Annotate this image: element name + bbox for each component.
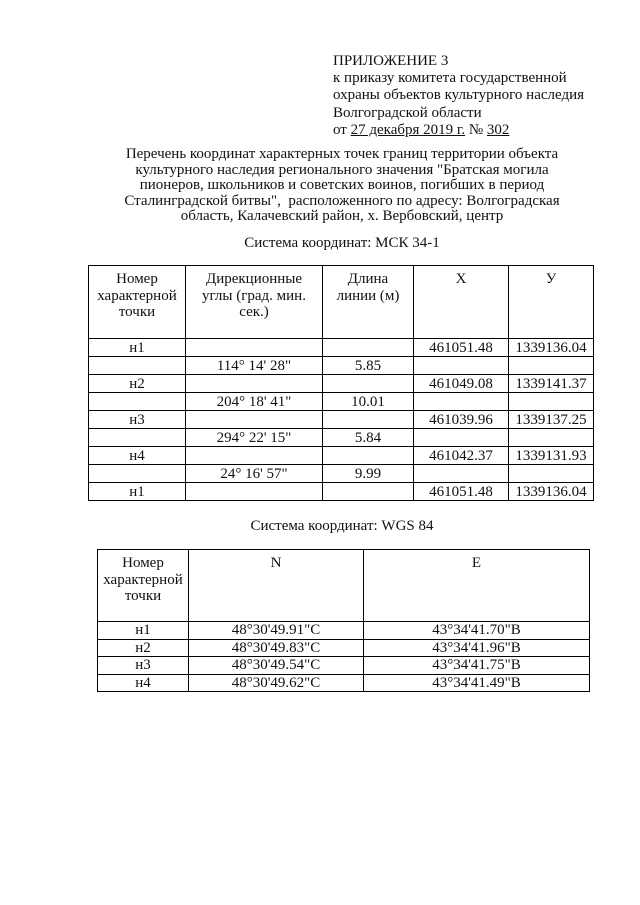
point-cell — [89, 393, 186, 411]
x-coordinate-cell — [414, 429, 509, 447]
title-line: пионеров, школьников и советских воинов, погибших в период — [139, 177, 545, 194]
point-cell: н1 — [89, 339, 186, 357]
longitude-e-cell: 43°34'41.96"В — [364, 639, 590, 657]
col-header-point: Номер характерной точки — [98, 550, 189, 622]
line-length-cell: 10.01 — [323, 393, 414, 411]
table-row — [89, 411, 594, 429]
x-coordinate-cell — [414, 465, 509, 483]
point-cell: н3 — [98, 657, 189, 675]
y-coordinate-cell — [509, 465, 594, 483]
line-length-cell — [323, 483, 414, 501]
table1-caption: Система координат: МСК 34-1 — [244, 235, 440, 251]
direction-angle-cell: 204° 18' 41" — [186, 393, 323, 411]
table-row — [89, 375, 594, 393]
direction-angle-cell: 294° 22' 15" — [186, 429, 323, 447]
wgs84-coordinates-table — [97, 549, 590, 692]
point-cell — [89, 357, 186, 375]
title-line: область, Калачевский район, х. Вербовский, центр — [180, 208, 504, 225]
annex-line: к приказу комитета государственной — [333, 70, 567, 87]
col-header-direction-angle: Дирекционные углы (град. мин. сек.) — [186, 266, 323, 339]
col-header-line-length: Длина линии (м) — [323, 266, 414, 339]
x-coordinate-cell — [414, 357, 509, 375]
table2-caption: Система координат: WGS 84 — [250, 518, 434, 534]
annex-title: ПРИЛОЖЕНИЕ 3 — [333, 53, 449, 69]
point-cell: н2 — [89, 375, 186, 393]
longitude-e-cell: 43°34'41.70"В — [364, 622, 590, 640]
line-length-cell: 5.84 — [323, 429, 414, 447]
y-coordinate-cell — [509, 393, 594, 411]
table-header-row — [98, 550, 590, 622]
table-row — [98, 674, 590, 692]
x-coordinate-cell — [414, 393, 509, 411]
longitude-e-cell: 43°34'41.49"В — [364, 674, 590, 692]
direction-angle-cell — [186, 483, 323, 501]
col-header-n: N — [189, 550, 364, 622]
direction-angle-cell: 24° 16' 57" — [186, 465, 323, 483]
latitude-n-cell: 48°30'49.83"С — [189, 639, 364, 657]
point-cell: н1 — [98, 622, 189, 640]
y-coordinate-cell: 1339141.37 — [509, 375, 594, 393]
y-coordinate-cell: 1339137.25 — [509, 411, 594, 429]
longitude-e-cell: 43°34'41.75"В — [364, 657, 590, 675]
y-coordinate-cell — [509, 429, 594, 447]
col-header-y: У — [509, 266, 594, 339]
order-date: 27 декабря 2019 г. — [350, 121, 466, 138]
table-row — [89, 339, 594, 357]
y-coordinate-cell: 1339136.04 — [509, 483, 594, 501]
table-row — [98, 657, 590, 675]
x-coordinate-cell: 461042.37 — [414, 447, 509, 465]
line-length-cell — [323, 447, 414, 465]
annex-line: Волгоградской области — [333, 104, 482, 121]
point-cell — [89, 465, 186, 483]
annex-block — [333, 53, 584, 139]
x-coordinate-cell: 461051.48 — [414, 483, 509, 501]
line-length-cell — [323, 375, 414, 393]
line-length-cell — [323, 411, 414, 429]
date-prefix: от — [333, 121, 351, 138]
point-cell: н3 — [89, 411, 186, 429]
latitude-n-cell: 48°30'49.62"С — [189, 674, 364, 692]
table-body — [89, 339, 594, 501]
order-number: 302 — [486, 121, 510, 138]
table-row — [89, 429, 594, 447]
line-length-cell: 9.99 — [323, 465, 414, 483]
direction-angle-cell — [186, 339, 323, 357]
order-date-line — [333, 122, 584, 139]
direction-angle-cell — [186, 375, 323, 393]
col-header-e: E — [364, 550, 590, 622]
document-title — [112, 147, 572, 225]
table-row — [89, 447, 594, 465]
table-header-row — [89, 266, 594, 339]
msk-coordinates-table — [88, 265, 594, 501]
title-line: Перечень координат характерных точек границ территории объекта — [125, 146, 559, 162]
y-coordinate-cell — [509, 357, 594, 375]
title-line: Сталинградской битвы", расположенного по адресу: Волгоградская — [124, 192, 560, 209]
annex-line: охраны объектов культурного наследия — [333, 87, 585, 104]
direction-angle-cell: 114° 14' 28" — [186, 357, 323, 375]
table-row — [89, 483, 594, 501]
table-row — [98, 639, 590, 657]
point-cell: н4 — [98, 674, 189, 692]
line-length-cell — [323, 339, 414, 357]
y-coordinate-cell: 1339136.04 — [509, 339, 594, 357]
table-body — [98, 622, 590, 692]
table-row — [89, 357, 594, 375]
latitude-n-cell: 48°30'49.91"С — [189, 622, 364, 640]
table-row — [89, 465, 594, 483]
x-coordinate-cell: 461051.48 — [414, 339, 509, 357]
latitude-n-cell: 48°30'49.54"С — [189, 657, 364, 675]
point-cell — [89, 429, 186, 447]
direction-angle-cell — [186, 411, 323, 429]
table-row — [89, 393, 594, 411]
point-cell: н2 — [98, 639, 189, 657]
title-line: культурного наследия регионального значения "Братская могила — [135, 161, 549, 178]
direction-angle-cell — [186, 447, 323, 465]
col-header-point: Номер характерной точки — [89, 266, 186, 339]
number-sign: № — [465, 121, 487, 138]
x-coordinate-cell: 461039.96 — [414, 411, 509, 429]
table-row — [98, 622, 590, 640]
point-cell: н4 — [89, 447, 186, 465]
line-length-cell: 5.85 — [323, 357, 414, 375]
point-cell: н1 — [89, 483, 186, 501]
col-header-x: X — [414, 266, 509, 339]
y-coordinate-cell: 1339131.93 — [509, 447, 594, 465]
x-coordinate-cell: 461049.08 — [414, 375, 509, 393]
